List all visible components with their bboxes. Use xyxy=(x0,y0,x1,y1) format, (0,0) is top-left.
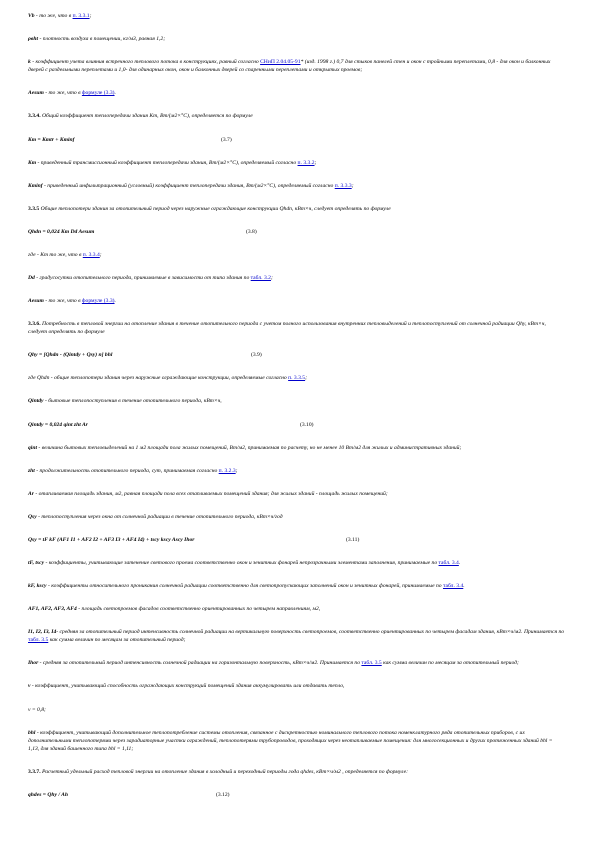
link-table-3-4[interactable]: табл. 3.4 xyxy=(438,559,459,566)
section-3-3-7: 3.3.7. Расчетный удельный расход тепловой энергии на отопление здания в холодный и переходный периоды года qhdes, кВт×ч/м2 , определяется по формуле: xyxy=(28,768,408,775)
link-table-3-2[interactable]: табл. 3.2 xyxy=(250,274,271,281)
paragraph-rho: ρвht - плотность воздуха в помещении, кг/м3, равная 1,2; xyxy=(28,36,166,43)
paragraph-aesum-2: Aesum - то же, что в формуле (3.3). xyxy=(28,298,116,305)
paragraph-k: k - коэффициент учета влияния встречного теплового потока в конструкциях, равный согласно СНиП 2.04.05-91* (изд. 1998 г.) 0,7 для стыков панелей стен и окон с тройными переплетами, 0,8 - для окон и балконных дверей с раздельными переплетами и 1,0- для одинарных окон, окон и балконных дверей со спаренными переплетами и открытых проемов; xyxy=(28,59,551,74)
link-p-3-3-2[interactable]: п. 3.3.2 xyxy=(297,159,315,166)
paragraph-kminf: Kminf - приведенный инфильтрационный (условный) коэффициент теплопередачи здания, Вт/(м2×°С), определяемый согласно п. 3.3.3; xyxy=(28,182,354,189)
paragraph-i: I1, I2, I3, I4- средняя за отопительный период интенсивность солнечной радиации на вертикальную поверхность светопроемов, соответственно ориентированных по четырем фасадам здания, кВт×ч/м2. Принимается по табл. 3.5 как сумма величин по месяцам за отопительный период; xyxy=(28,629,565,644)
paragraph-af: AF1, AF2, AF3, AF4 - площадь светопроемов фасадов соответственно ориентированных по четырем направлениям, м2, xyxy=(28,606,321,613)
paragraph-ar: Ar - отапливаемая площадь здания, м2, равная площади пола всех отапливаемых помещений здания; для жилых зданий - площадь жилых помещений; xyxy=(28,490,388,497)
section-3-3-6: 3.3.6. Потребность в тепловой энергии на отопление здания в течение отопительного периода с учетом полного использования внутренних тепловыделений и теплопоступлений от солнечной радиации Qhy, кВт×ч, следует определять по формуле xyxy=(28,321,546,336)
paragraph-km: Km - приведенный трансмиссионный коэффициент теплопередачи здания, Вт/(м2×°С), определяемый согласно п. 3.3.2; xyxy=(28,159,317,166)
paragraph-bhl: bhl - коэффициент, учитывающий дополнительное теплопотребление системы отопления, связанное с дискретностью номинального теплового потока номенклатурного ряда отопительных приборов, с их дополнительными теплопотерями через зарадиаторные участки ограждений, теплопотерями трубопроводов, проходящих через неотапливаемые помещения: для многосекционных и других протяженных зданий bhl = 1,13, для зданий башенного типа bhl = 1,11; xyxy=(28,729,553,752)
link-snip[interactable]: СНиП 2.04.05-91 xyxy=(260,59,301,66)
paragraph-tf: tF, tscy - коэффициенты, учитывающие затенение светового проема соответственно окон и зенитных фонарей непрозрачными элементами заполнения, принимаемые по табл. 3.4. xyxy=(28,559,461,566)
paragraph-aesum: Aesum - то же, что в формуле (3.3). xyxy=(28,90,116,97)
formula-3-10: Qintdy = 0,024 qint zht Ar (3.10) xyxy=(28,421,314,428)
link-p-3-3-4[interactable]: п. 3.3.4 xyxy=(82,251,100,258)
paragraph-ihor: Ihor - средняя за отопительный период интенсивность солнечной радиации на горизонтальную поверхность, кВт×ч/м2. Принимается по табл. 3.5 как сумма величин по месяцам за отопительный период; xyxy=(28,660,519,667)
link-formula-3-3-b[interactable]: формуле (3.3) xyxy=(81,298,115,305)
paragraph-dd: Dd - градусосутки отопительного периода, принимаемые в зависимости от типа здания по табл. 3.2; xyxy=(28,274,273,281)
paragraph-kf: kF, kscy - коэффициенты относительного проникания солнечной радиации соответственно для светопропускающих заполнений окон и зенитных фонарей, принимаемые по табл. 3.4. xyxy=(28,582,465,589)
link-p-3-3-3[interactable]: п. 3.3.3 xyxy=(334,182,352,189)
paragraph-qintdy: Qintdy - бытовые теплопоступления в течение отопительного периода, кВт×ч, xyxy=(28,398,222,405)
link-p-3-2-3[interactable]: п. 3.2.3 xyxy=(218,467,236,474)
formula-3-7: Km = Kmtr + Kminf (3.7) xyxy=(28,136,232,143)
section-3-3-4: 3.3.4. Общий коэффициент теплопередачи здания Km, Вт/(м2×°С), определяется по формуле xyxy=(28,113,253,120)
formula-3-12: qhdes = Qhy / Ah (3.12) xyxy=(28,792,230,798)
link-p-3-3-1[interactable]: п. 3.3.1 xyxy=(72,13,90,19)
formula-3-8: Qhdn = 0,024 Km Dd Aesum (3.8) xyxy=(28,228,257,235)
paragraph-qint: qint - величина бытовых тепловыделений на 1 м2 площади пола жилых помещений, Вт/м2, принимаемая по расчету, но не менее 10 Вт/м2 для жилых и административных зданий; xyxy=(28,444,462,451)
paragraph-v: v - коэффициент, учитывающий способность ограждающих конструкций помещений здания аккумулировать или отдавать тепло, xyxy=(28,683,345,690)
section-3-3-5: 3.3.5 Общие теплопотери здания за отопительный период через наружные ограждающие конструкции Qhdn, кВт×ч, следует определять по формуле xyxy=(28,205,391,212)
paragraph-where-km: где - Km то же, что в п. 3.3.4; xyxy=(28,251,102,258)
link-table-3-4-b[interactable]: табл. 3.4 xyxy=(442,582,464,589)
link-table-3-5-b[interactable]: табл. 3.5 xyxy=(361,660,382,667)
link-table-3-5[interactable]: табл. 3.5 xyxy=(28,637,49,644)
formula-3-9: Qhy = [Qhdn - (Qintdy + Qsy) n] bhl (3.9) xyxy=(28,352,262,359)
formula-3-11: Qsy = tF kF (AF1 I1 + AF2 I2 + AF3 I3 + AF4 I4) + tscy kscy Ascy Ihor (3.11) xyxy=(28,536,360,543)
paragraph-v-value: v = 0,8; xyxy=(28,706,46,713)
paragraph-qhdn: где Qhdn - общие теплопотери здания через наружные ограждающие конструкции, определяемые согласно п. 3.3.5; xyxy=(28,375,307,382)
paragraph-vb: Vb - то же, что в п. 3.3.1; xyxy=(28,13,92,19)
paragraph-zht: zht - продолжительность отопительного периода, сут, принимаемая согласно п. 3.2.3; xyxy=(28,467,238,474)
link-formula-3-3[interactable]: формуле (3.3) xyxy=(81,90,115,97)
link-p-3-3-5[interactable]: п. 3.3.5 xyxy=(288,375,306,382)
paragraph-qsy: Qsy - теплопоступления через окна от солнечной радиации в течение отопительного периода, кВт×ч/год xyxy=(28,513,283,520)
